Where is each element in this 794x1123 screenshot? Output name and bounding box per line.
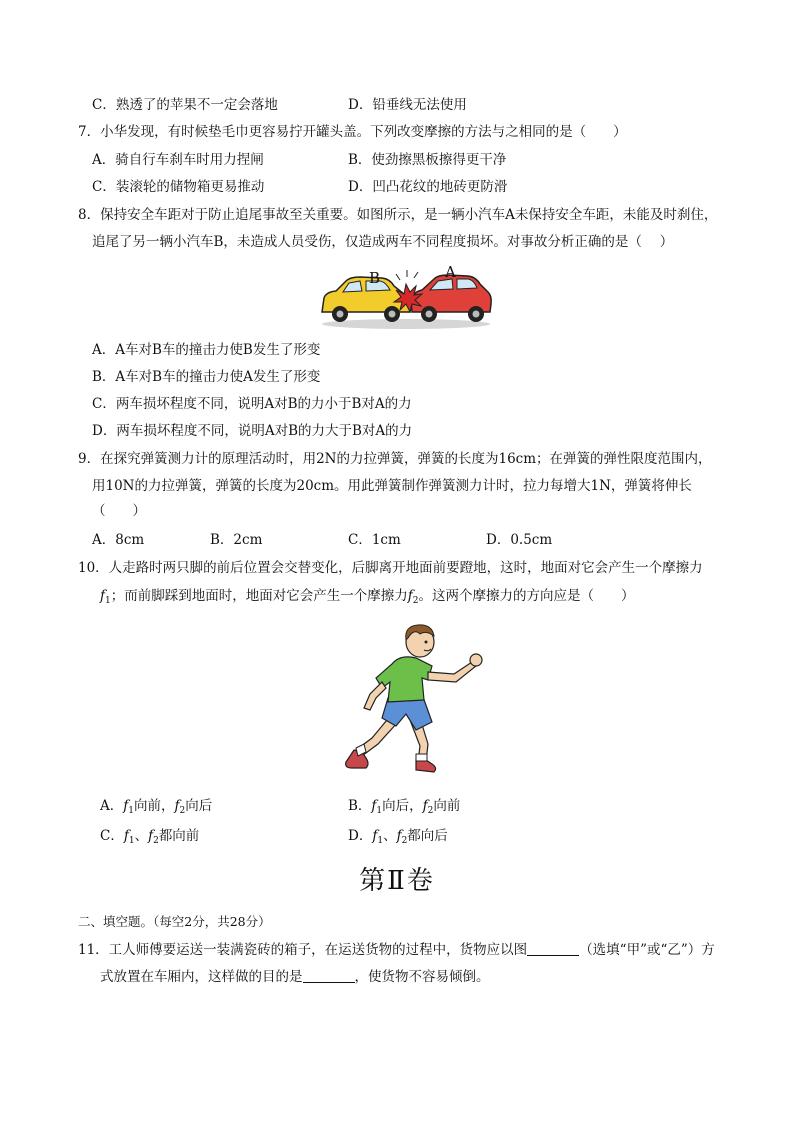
subscript-2: 2: [153, 836, 159, 846]
q8-stem-line2: 追尾了另一辆小汽车B，未造成人员受伤，仅造成两车不同程度损坏。对事故分析正确的是（ ）: [92, 234, 674, 250]
q10-option-d: [348, 826, 448, 851]
q9-option-a: A．8cm: [92, 532, 145, 548]
q11-stem-part-b: （选填“甲”或“乙”）方: [579, 942, 715, 958]
q10-stem-line2: [100, 586, 634, 611]
subscript-1: 1: [376, 806, 383, 816]
q10-stem-part-a: ；而前脚踩到地面时，地面对它会产生一个摩擦力: [110, 588, 408, 604]
q10-option-b-text1: 向后，: [382, 798, 423, 814]
q11-blank-1[interactable]: [527, 941, 579, 956]
friction-f1-symbol: f: [372, 828, 378, 844]
subscript-1: 1: [128, 836, 135, 846]
q9-option-c: C．1cm: [348, 532, 401, 548]
subscript-2: 2: [412, 596, 419, 606]
subscript-2: 2: [401, 836, 408, 846]
q9-stem-line1: 9．在探究弹簧测力计的原理活动时，用2N的力拉弹簧，弹簧的长度为16cm；在弹簧的弹性限度范围内，: [78, 451, 712, 467]
friction-f1-symbol: f: [371, 798, 377, 814]
q10-option-c-prefix: C．: [100, 828, 124, 844]
subscript-1: 1: [128, 806, 134, 816]
q10-stem-part-b: 。这两个摩擦力的方向应是（ ）: [418, 588, 635, 604]
subscript-2: 2: [179, 806, 186, 816]
q11-stem-line1: [78, 940, 715, 960]
q10-option-a-text2: 向后: [185, 798, 213, 814]
q8-option-b: B．A车对B车的撞击力使A发生了形变: [92, 369, 321, 385]
running-boy-illustration: [336, 622, 496, 778]
car-crash-illustration: [316, 262, 496, 334]
q7-option-c: C．装滚轮的储物箱更易推动: [92, 179, 265, 195]
car-b-label: B: [369, 269, 381, 287]
subscript-2: 2: [427, 806, 434, 816]
subscript-1: 1: [105, 596, 111, 606]
friction-f2-symbol: f: [422, 798, 428, 814]
friction-f2-symbol: f: [148, 828, 154, 844]
q10-option-d-text2: 都向后: [407, 828, 448, 844]
q10-option-d-text1: 、: [383, 828, 397, 844]
friction-f2-symbol: f: [174, 798, 180, 814]
q9-stem-line2: 用10N的力拉弹簧，弹簧的长度为20cm。用此弹簧制作弹簧测力计时，拉力每增大1N，弹簧将伸长: [92, 478, 692, 494]
q6-option-c: C．熟透了的苹果不一定会落地: [92, 97, 278, 113]
section-two-heading: 二、填空题。（每空2分，共28分）: [78, 914, 271, 929]
q9-stem-line3: （ ）: [92, 503, 146, 519]
q10-stem-line1: 10．人走路时两只脚的前后位置会交替变化，后脚离开地面前要蹬地，这时，地面对它会产生一个摩擦力: [78, 560, 703, 576]
q10-option-c-text2: 都向前: [158, 828, 200, 844]
friction-f2-symbol: f: [407, 588, 413, 604]
q8-option-c: C．两车损坏程度不同，说明A对B的力小于B对A的力: [92, 396, 412, 412]
q8-option-a: A．A车对B车的撞击力使B发生了形变: [92, 342, 321, 358]
q11-blank-2[interactable]: [303, 968, 355, 983]
q10-option-c: [100, 826, 199, 851]
q10-option-a: [100, 796, 212, 821]
q11-stem-part-d: ，使货物不容易倾倒。: [354, 969, 490, 985]
q8-stem-line1: 8．保持安全车距对于防止追尾事故至关重要。如图所示，是一辆小汽车A未保持安全车距，未能及时刹住，: [78, 207, 718, 223]
q11-stem-part-c: 式放置在车厢内，这样做的目的是: [100, 969, 303, 985]
q7-stem: 7．小华发现，有时候垫毛巾更容易拧开罐头盖。下列改变摩擦的方法与之相同的是（ ）: [78, 124, 627, 140]
q7-option-d: D．凹凸花纹的地砖更防滑: [348, 179, 508, 195]
part-two-title: 第Ⅱ卷: [359, 866, 435, 896]
q8-option-d: D．两车损坏程度不同，说明A对B的力大于B对A的力: [92, 423, 413, 439]
car-a-icon: [411, 275, 491, 322]
q10-option-b-prefix: B．: [348, 798, 372, 814]
q10-option-b-text2: 向前: [433, 798, 461, 814]
q10-option-a-prefix: A．: [100, 798, 124, 814]
subscript-1: 1: [377, 836, 384, 846]
q9-option-b: B．2cm: [210, 532, 263, 548]
q9-option-d: D．0.5cm: [486, 532, 553, 548]
q10-option-c-text1: 、: [134, 828, 149, 844]
q11-stem-part-a: 11．工人师傅要运送一装满瓷砖的箱子，在运送货物的过程中，货物应以图: [78, 942, 528, 958]
q7-option-b: B．使劲擦黑板擦得更干净: [348, 152, 507, 168]
friction-f1-symbol: f: [123, 828, 129, 844]
q11-stem-line2: [100, 967, 490, 987]
q7-option-a: A．骑自行车刹车时用力捏闸: [92, 152, 264, 168]
friction-f1-symbol: f: [123, 798, 129, 814]
q10-option-b: [348, 796, 460, 821]
q6-option-d: D．铅垂线无法使用: [348, 97, 467, 113]
friction-f2-symbol: f: [396, 828, 402, 844]
friction-f1-symbol: f: [100, 588, 105, 604]
q10-option-d-prefix: D．: [348, 828, 373, 844]
car-a-label: A: [445, 263, 456, 281]
q10-option-a-text1: 向前，: [133, 798, 175, 814]
